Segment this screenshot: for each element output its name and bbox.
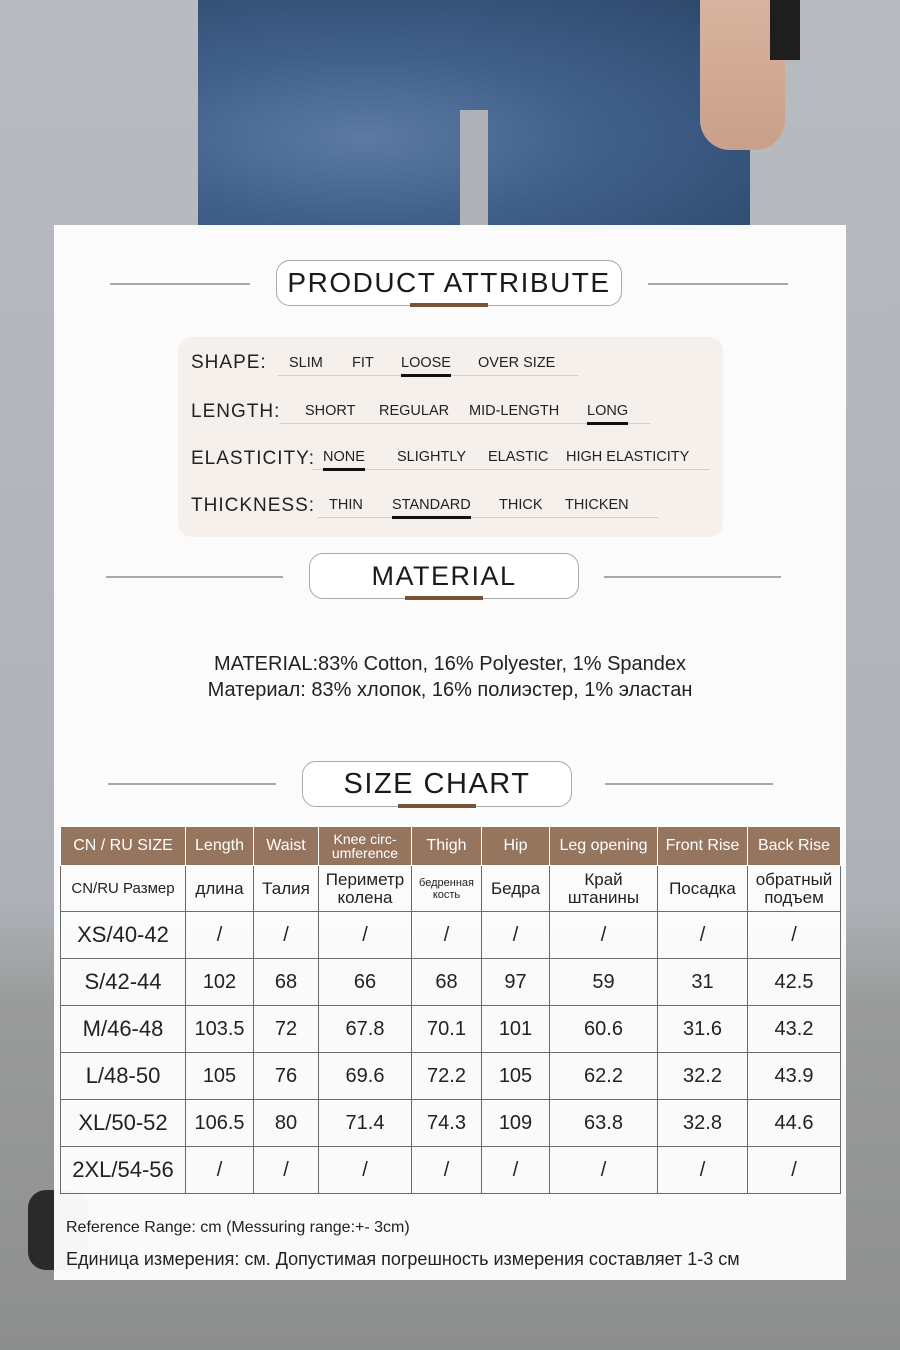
header-cell: Талия: [254, 866, 319, 912]
value-cell: 105: [186, 1053, 254, 1100]
product-attribute-title: PRODUCT ATTRIBUTE: [276, 260, 622, 306]
divider-line: [110, 283, 250, 285]
table-row: [61, 959, 841, 1006]
attribute-row-shape: [191, 352, 267, 374]
value-cell: /: [186, 912, 254, 959]
header-cell: Бедра: [482, 866, 550, 912]
size-cell: XS/40-42: [61, 912, 186, 959]
value-cell: 109: [482, 1100, 550, 1147]
attribute-label: LENGTH:: [191, 401, 281, 422]
value-cell: /: [482, 912, 550, 959]
material-english: MATERIAL:83% Cotton, 16% Polyester, 1% Spandex: [213, 653, 687, 675]
value-cell: 42.5: [748, 959, 841, 1006]
table-header-row-russian: [61, 866, 841, 912]
value-cell: 72: [254, 1006, 319, 1053]
table-row: [61, 1100, 841, 1147]
header-cell: Край штанины: [550, 866, 658, 912]
value-cell: 43.9: [748, 1053, 841, 1100]
table-row: [61, 1006, 841, 1053]
title-underline: [410, 303, 488, 307]
header-cell: Length: [186, 827, 254, 866]
header-cell: CN / RU SIZE: [61, 827, 186, 866]
value-cell: 44.6: [748, 1100, 841, 1147]
option-none-selected: NONE: [323, 449, 365, 465]
value-cell: 101: [482, 1006, 550, 1053]
size-cell: XL/50-52: [61, 1100, 186, 1147]
attribute-options: [318, 497, 658, 518]
header-cell: Waist: [254, 827, 319, 866]
option-thin: THIN: [329, 497, 363, 513]
option-regular: REGULAR: [379, 403, 450, 419]
option-thick: THICK: [499, 497, 543, 513]
value-cell: 102: [186, 959, 254, 1006]
value-cell: 66: [319, 959, 412, 1006]
value-cell: 106.5: [186, 1100, 254, 1147]
header-cell: Hip: [482, 827, 550, 866]
value-cell: 71.4: [319, 1100, 412, 1147]
value-cell: /: [658, 1147, 748, 1194]
size-chart-title: SIZE CHART: [302, 761, 572, 807]
value-cell: 80: [254, 1100, 319, 1147]
material-title: MATERIAL: [309, 553, 579, 599]
table-row: [61, 1053, 841, 1100]
value-cell: 76: [254, 1053, 319, 1100]
header-cell: Knee circ-umference: [319, 827, 412, 866]
divider-line: [605, 783, 773, 785]
value-cell: 43.2: [748, 1006, 841, 1053]
attribute-options: [312, 449, 710, 470]
divider-line: [604, 576, 781, 578]
table-row: [61, 912, 841, 959]
value-cell: /: [658, 912, 748, 959]
value-cell: /: [550, 912, 658, 959]
attribute-options: [278, 355, 578, 376]
size-cell: M/46-48: [61, 1006, 186, 1053]
option-fit: FIT: [352, 355, 374, 371]
size-chart-table: [60, 826, 841, 1194]
value-cell: /: [254, 912, 319, 959]
size-cell: S/42-44: [61, 959, 186, 1006]
value-cell: /: [748, 912, 841, 959]
value-cell: 68: [254, 959, 319, 1006]
value-cell: /: [748, 1147, 841, 1194]
title-underline: [405, 596, 483, 600]
value-cell: 63.8: [550, 1100, 658, 1147]
value-cell: 31: [658, 959, 748, 1006]
option-standard-selected: STANDARD: [392, 497, 471, 513]
value-cell: 59: [550, 959, 658, 1006]
attribute-label: THICKNESS:: [191, 495, 316, 516]
divider-line: [648, 283, 788, 285]
header-cell: Посадка: [658, 866, 748, 912]
divider-line: [108, 783, 276, 785]
option-mid-length: MID-LENGTH: [469, 403, 560, 419]
value-cell: /: [319, 1147, 412, 1194]
attribute-label: ELASTICITY:: [191, 448, 315, 469]
value-cell: 105: [482, 1053, 550, 1100]
value-cell: 72.2: [412, 1053, 482, 1100]
measurement-note-russian: Единица измерения: см. Допустимая погрешность измерения составляет 1-3 см: [66, 1249, 740, 1269]
table-header-row: [61, 827, 841, 866]
header-cell: длина: [186, 866, 254, 912]
header-cell: Front Rise: [658, 827, 748, 866]
material-russian: Материал: 83% хлопок, 16% полиэстер, 1% эластан: [207, 679, 693, 701]
size-cell: L/48-50: [61, 1053, 186, 1100]
header-cell: бедренная кость: [412, 866, 482, 912]
size-cell: 2XL/54-56: [61, 1147, 186, 1194]
model-sleeve: [770, 0, 800, 60]
value-cell: 103.5: [186, 1006, 254, 1053]
value-cell: /: [412, 912, 482, 959]
value-cell: 67.8: [319, 1006, 412, 1053]
header-cell: Периметр колена: [319, 866, 412, 912]
option-thicken: THICKEN: [565, 497, 629, 513]
option-loose-selected: LOOSE: [401, 355, 451, 371]
attribute-row-thickness: [191, 495, 315, 517]
jeans-leg-gap: [460, 110, 488, 230]
header-cell: Back Rise: [748, 827, 841, 866]
title-underline: [398, 804, 476, 808]
option-short: SHORT: [305, 403, 356, 419]
attribute-row-elasticity: [191, 448, 315, 470]
header-cell: Thigh: [412, 827, 482, 866]
header-cell: CN/RU Размер: [61, 866, 186, 912]
header-cell: Leg opening: [550, 827, 658, 866]
value-cell: /: [319, 912, 412, 959]
option-elastic: ELASTIC: [488, 449, 549, 465]
value-cell: 97: [482, 959, 550, 1006]
attribute-label: SHAPE:: [191, 352, 267, 373]
option-over-size: OVER SIZE: [478, 355, 556, 371]
option-slim: SLIM: [289, 355, 323, 371]
option-high-elasticity: HIGH ELASTICITY: [566, 449, 690, 465]
value-cell: 60.6: [550, 1006, 658, 1053]
value-cell: 69.6: [319, 1053, 412, 1100]
option-long-selected: LONG: [587, 403, 629, 419]
table-row: [61, 1147, 841, 1194]
value-cell: /: [482, 1147, 550, 1194]
value-cell: 70.1: [412, 1006, 482, 1053]
option-slightly: SLIGHTLY: [397, 449, 467, 465]
header-cell: обратный подъем: [748, 866, 841, 912]
value-cell: 32.8: [658, 1100, 748, 1147]
value-cell: 32.2: [658, 1053, 748, 1100]
value-cell: /: [186, 1147, 254, 1194]
value-cell: 68: [412, 959, 482, 1006]
value-cell: /: [412, 1147, 482, 1194]
value-cell: 31.6: [658, 1006, 748, 1053]
value-cell: 62.2: [550, 1053, 658, 1100]
attribute-row-length: [191, 401, 280, 423]
attribute-options: [280, 403, 650, 424]
value-cell: 74.3: [412, 1100, 482, 1147]
value-cell: /: [254, 1147, 319, 1194]
reference-range-note: Reference Range: cm (Messuring range:+- 3cm): [66, 1219, 410, 1236]
divider-line: [106, 576, 283, 578]
value-cell: /: [550, 1147, 658, 1194]
